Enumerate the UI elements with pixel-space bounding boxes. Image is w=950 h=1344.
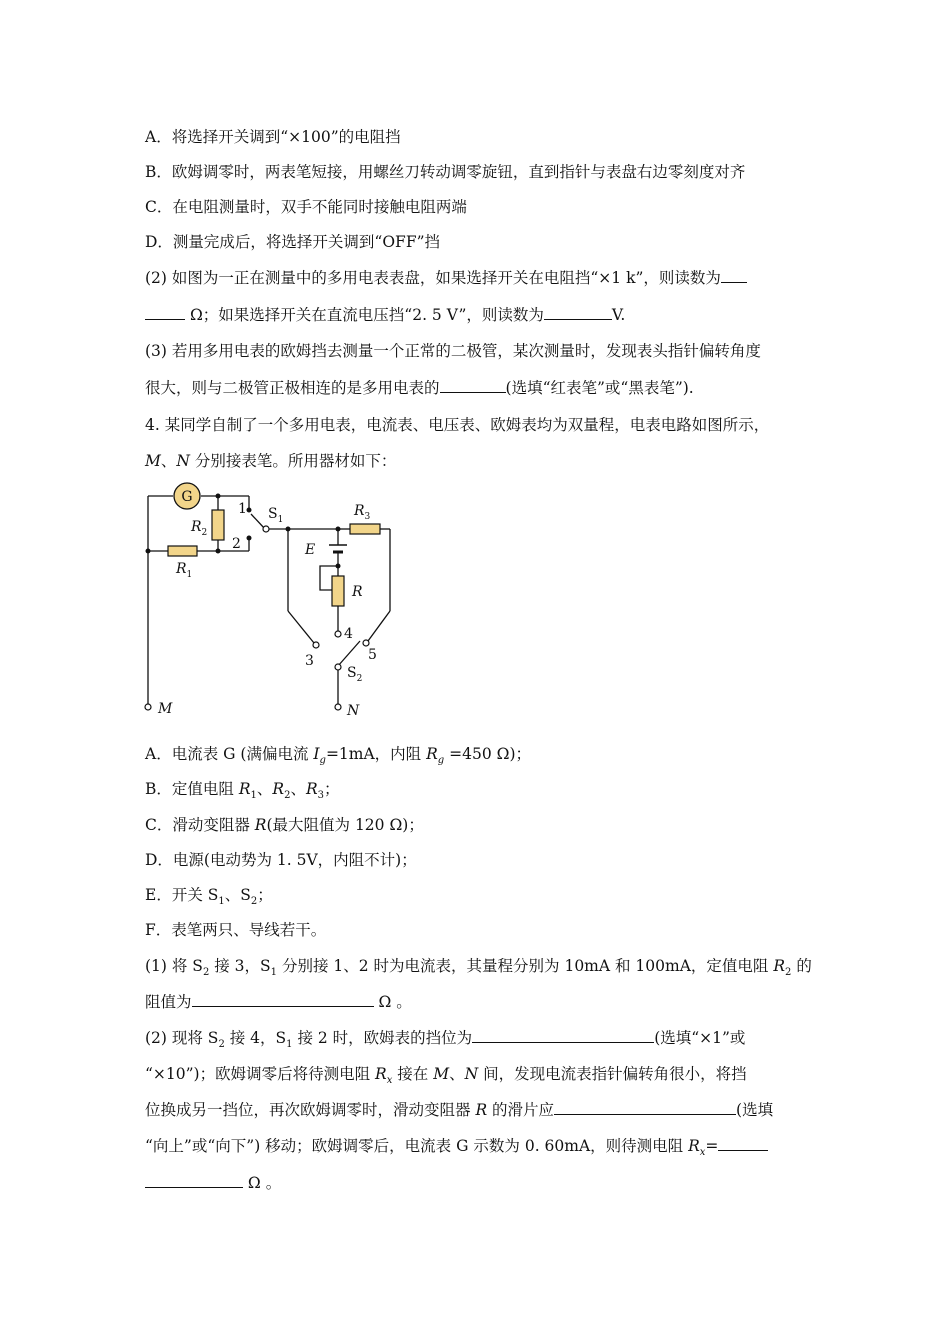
text: 的: [791, 957, 812, 975]
junction-dot: [216, 549, 221, 554]
q4-part2-line3: [145, 1099, 773, 1121]
label-terminal-4: 4: [344, 626, 353, 642]
text: (2) 现将 S: [145, 1029, 219, 1047]
q3-part3-line2: [145, 377, 694, 399]
var-m: M: [145, 452, 161, 470]
sub-2: 2: [250, 896, 258, 908]
equipment-e: [145, 884, 273, 913]
label-r: R: [352, 584, 363, 600]
sub-3: 3: [317, 790, 324, 802]
sub-1: 1: [286, 1039, 293, 1051]
equipment-e-mid: 、S: [224, 886, 251, 904]
q3-part3-text2: (选填“红表笔”或“黑表笔”).: [505, 379, 694, 397]
label-terminal-2: 2: [232, 536, 241, 552]
q4-part2-line1: [145, 1027, 745, 1056]
label-e: E: [305, 542, 316, 558]
text: (1) 将 S: [145, 957, 203, 975]
var-rg: R: [426, 745, 438, 763]
label-n: N: [347, 703, 360, 719]
sub-g: g: [319, 755, 326, 767]
q4-part1-line1: [145, 955, 812, 984]
q3-part2-text2: Ω；如果选择开关在直流电压挡“2. 5 V”，则读数为: [189, 306, 544, 324]
label-m: M: [158, 701, 173, 717]
sub-2: 2: [284, 790, 291, 802]
label-r2: $R_2$: [191, 519, 208, 538]
var-n: N: [464, 1065, 479, 1083]
label-r1: $R_1$: [176, 561, 193, 580]
var-rx: R: [688, 1137, 700, 1155]
q3-part2-text1: (2) 如图为一正在测量中的多用电表表盘，如果选择开关在电阻挡“×1 k”，则读数为: [145, 269, 721, 287]
terminal-4: [335, 631, 341, 637]
sep: 、: [449, 1065, 465, 1083]
q4-part2-line4: [145, 1135, 768, 1164]
text: =: [705, 1137, 719, 1155]
text: Ω 。: [243, 1174, 282, 1192]
option-d: D．测量完成后，将选择开关调到“OFF”挡: [145, 233, 440, 251]
text: 接 4，S: [224, 1029, 287, 1047]
wire-to-t3: [288, 611, 314, 643]
var-ig: I: [313, 745, 320, 763]
label-s1: $S_1$: [268, 506, 284, 525]
terminal-2: [247, 536, 252, 541]
q4-intro-line2: [145, 450, 396, 472]
switch-s1-pivot: [263, 526, 269, 532]
var-n: N: [176, 452, 190, 470]
answer-blank-ohm-reading[interactable]: [721, 267, 747, 283]
equipment-b-text: B．定值电阻: [145, 780, 239, 798]
switch-s1-blade: [251, 514, 265, 529]
option-a: A．将选择开关调到“×100”的电阻挡: [145, 128, 401, 146]
text: (选填: [736, 1101, 774, 1119]
text: Ω 。: [373, 993, 412, 1011]
galvanometer-label: G: [181, 489, 193, 505]
junction-dot: [336, 564, 341, 569]
sep: 、: [290, 780, 306, 798]
var-rx: R: [375, 1065, 387, 1083]
answer-blank-rx-value-cont[interactable]: [145, 1172, 243, 1188]
q4-part2-line2: [145, 1063, 747, 1092]
q3-part2-line2: [145, 304, 625, 326]
junction-dot: [286, 527, 291, 532]
text: 接在: [392, 1065, 434, 1083]
var-r2: R: [272, 780, 285, 798]
resistor-r2: [212, 510, 224, 540]
label-terminal-3: 3: [305, 653, 314, 669]
equipment-a-post: =450 Ω)；: [444, 745, 532, 763]
junction-dot: [336, 527, 341, 532]
label-r3: $R_3$: [354, 503, 371, 522]
text: 分别接 1、2 时为电流表，其量程分别为 10mA 和 100mA，定值电阻: [277, 957, 774, 975]
text: (选填“×1”或: [654, 1029, 746, 1047]
text: “×10”)；欧姆调零后将待测电阻: [145, 1065, 376, 1083]
junction-dot: [216, 494, 221, 499]
equipment-c-text: C．滑动变阻器: [145, 816, 255, 834]
sub-2: 2: [218, 1039, 225, 1051]
switch-s2-pivot: [335, 664, 341, 670]
circuit-diagram: [130, 478, 410, 723]
sub-1: 1: [270, 967, 278, 979]
switch-s2-blade: [338, 641, 360, 666]
sub-2: 2: [202, 967, 210, 979]
equipment-c: [145, 814, 424, 836]
sub-1: 1: [250, 790, 257, 802]
terminal-m: [145, 704, 151, 710]
q4-intro-line1: 4. 某同学自制了一个多用电表，电流表、电压表、欧姆表均为双量程，电表电路如图所示，: [145, 416, 770, 434]
equipment-f: F．表笔两只、导线若干。: [145, 921, 327, 939]
q3-part3-line1: (3) 若用多用电表的欧姆挡去测量一个正常的二极管，某次测量时，发现表头指针偏转角度: [145, 342, 761, 360]
q3-part3-text1: 很大，则与二极管正极相连的是多用电表的: [145, 379, 440, 397]
equipment-e-post: ；: [257, 886, 273, 904]
text: 位换成另一挡位，再次欧姆调零时，滑动变阻器: [145, 1101, 476, 1119]
answer-blank-ohm-reading-cont[interactable]: [145, 304, 185, 320]
equipment-a-text: A．电流表 G (满偏电流: [145, 745, 314, 763]
sep: 、: [256, 780, 273, 798]
q4-intro-rest: 分别接表笔。所用器材如下：: [189, 452, 397, 470]
var-r2: R: [773, 957, 786, 975]
answer-blank-voltage-reading[interactable]: [544, 304, 612, 320]
answer-blank-slider-direction[interactable]: [554, 1099, 736, 1115]
junction-dot: [146, 549, 151, 554]
answer-blank-ohm-range[interactable]: [472, 1027, 654, 1043]
terminal-3: [313, 642, 319, 648]
text: 接 2 时，欧姆表的挡位为: [292, 1029, 473, 1047]
sub-x: x: [386, 1075, 393, 1087]
sub-x: x: [699, 1147, 706, 1159]
var-r: R: [475, 1101, 488, 1119]
sub-g: g: [437, 755, 445, 767]
answer-blank-r2-value[interactable]: [192, 991, 374, 1007]
var-r3: R: [305, 780, 318, 798]
answer-blank-probe[interactable]: [440, 377, 506, 393]
wire-to-t5: [368, 611, 390, 641]
var-r: R: [254, 816, 267, 834]
resistor-r1: [168, 546, 197, 556]
text: 接 3，S: [209, 957, 271, 975]
label-terminal-1: 1: [238, 501, 247, 517]
var-r1: R: [238, 780, 251, 798]
q4-part2-line5: [145, 1172, 281, 1194]
equipment-b-post: ；: [324, 780, 340, 798]
equipment-b: [145, 778, 340, 807]
sep: 、: [160, 452, 177, 470]
var-m: M: [433, 1065, 450, 1083]
equipment-d: D．电源(电动势为 1. 5V，内阻不计)；: [145, 851, 417, 869]
label-terminal-5: 5: [368, 647, 377, 663]
sub-2: 2: [785, 967, 792, 979]
option-b: B．欧姆调零时，两表笔短接，用螺丝刀转动调零旋钮，直到指针与表盘右边零刻度对齐: [145, 163, 746, 181]
terminal-n: [335, 704, 341, 710]
text: 的滑片应: [487, 1101, 555, 1119]
answer-blank-rx-value[interactable]: [718, 1135, 768, 1151]
q4-part1-line2: [145, 991, 412, 1013]
sub-1: 1: [218, 896, 225, 908]
label-s2: $S_2$: [347, 665, 363, 684]
equipment-c-post: (最大阻值为 120 Ω)；: [266, 816, 424, 834]
q3-part2-line1: [145, 267, 747, 289]
text: 阻值为: [145, 993, 192, 1011]
terminal-1: [247, 508, 252, 513]
resistor-r3: [350, 524, 380, 534]
equipment-a-mid: =1mA，内阻: [325, 745, 427, 763]
option-c: C．在电阻测量时，双手不能同时接触电阻两端: [145, 198, 467, 216]
text: 间，发现电流表指针偏转角很小，将挡: [478, 1065, 747, 1083]
equipment-e-text: E．开关 S: [145, 886, 219, 904]
rheostat-r: [332, 576, 344, 606]
terminal-5: [363, 640, 369, 646]
equipment-a: [145, 743, 531, 772]
text: “向上”或“向下”) 移动；欧姆调零后，电流表 G 示数为 0. 60mA，则待测电阻: [145, 1137, 689, 1155]
q3-part2-text3: V.: [611, 306, 626, 324]
